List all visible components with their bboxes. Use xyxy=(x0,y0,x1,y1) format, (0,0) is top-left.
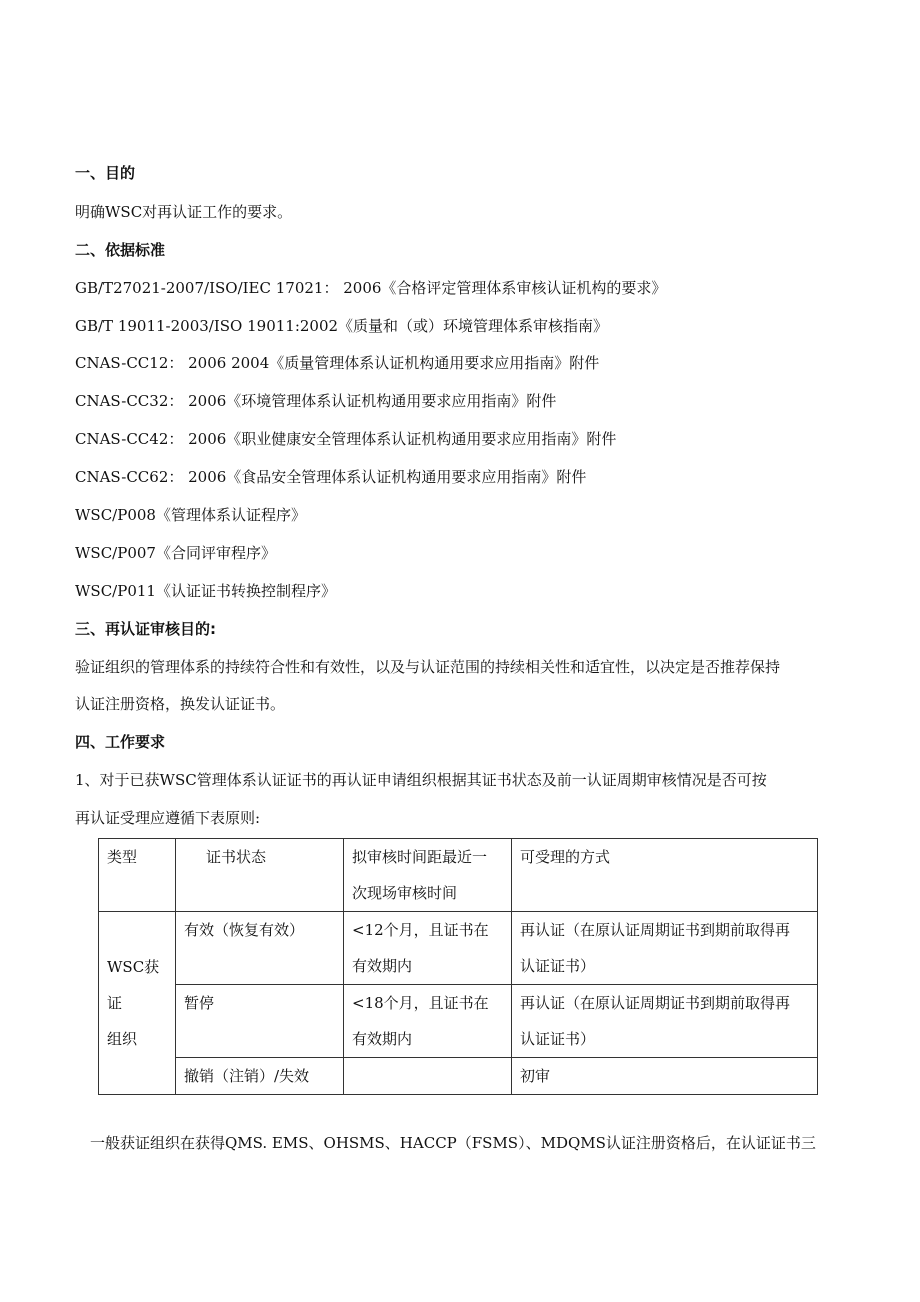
row-status: 撤销（注销）/失效 xyxy=(176,1058,344,1095)
section-1-title: 一、目的 xyxy=(75,164,136,182)
row-time xyxy=(344,912,512,985)
header-mode: 可受理的方式 xyxy=(512,839,818,912)
footer-text: 一般获证组织在获得QMS. EMS、OHSMS、HACCP（FSMS）、MDQMS认证注册资格后，在认证证书三 xyxy=(90,1134,816,1152)
row-mode: 初审 xyxy=(512,1058,818,1095)
section-4-text-line-2: 再认证受理应遵循下表原则: xyxy=(75,809,261,827)
table-header-row xyxy=(99,839,818,912)
standard-item: WSC/P008《管理体系认证程序》 xyxy=(75,506,306,524)
section-4-title: 四、工作要求 xyxy=(75,733,166,751)
header-type: 类型 xyxy=(99,839,176,912)
standard-item: CNAS-CC32： 2006《环境管理体系认证机构通用要求应用指南》附件 xyxy=(75,392,557,410)
row-mode-line-2: 认证证书） xyxy=(520,957,596,975)
standard-item: CNAS-CC12： 2006 2004《质量管理体系认证机构通用要求应用指南》附件 xyxy=(75,354,600,372)
row-time-line-2: 有效期内 xyxy=(352,1030,413,1048)
header-time-line-1: 拟审核时间距最近一 xyxy=(352,848,488,866)
section-3-text-line-1: 验证组织的管理体系的持续符合性和有效性，以及与认证范围的持续相关性和适宜性，以决定是否推荐保持 xyxy=(75,658,781,676)
header-time xyxy=(344,839,512,912)
recertification-table xyxy=(98,838,818,1095)
standard-item: WSC/P007《合同评审程序》 xyxy=(75,544,276,562)
row-time xyxy=(344,985,512,1058)
table-row xyxy=(99,912,818,985)
standard-item: GB/T27021-2007/ISO/IEC 17021： 2006《合格评定管理体系审核认证机构的要求》 xyxy=(75,279,667,297)
standard-item: CNAS-CC42： 2006《职业健康安全管理体系认证机构通用要求应用指南》附件 xyxy=(75,430,617,448)
group-label-line-1: WSC获证 xyxy=(107,958,160,1012)
section-3-text-line-2: 认证注册资格，换发认证证书。 xyxy=(75,695,286,713)
row-status: 有效（恢复有效） xyxy=(176,912,344,985)
table-row xyxy=(99,985,818,1058)
section-1-text: 明确WSC对再认证工作的要求。 xyxy=(75,203,293,221)
row-mode xyxy=(512,912,818,985)
table-row xyxy=(99,1058,818,1095)
standard-item: CNAS-CC62： 2006《食品安全管理体系认证机构通用要求应用指南》附件 xyxy=(75,468,587,486)
row-mode-line-2: 认证证书） xyxy=(520,1030,596,1048)
header-time-line-2: 次现场审核时间 xyxy=(352,884,458,902)
section-2-title: 二、依据标准 xyxy=(75,241,166,259)
row-mode-line-1: 再认证（在原认证周期证书到期前取得再 xyxy=(520,921,791,939)
row-time-line-1: <18个月，且证书在 xyxy=(352,994,489,1012)
row-status: 暂停 xyxy=(176,985,344,1058)
standard-item: WSC/P011《认证证书转换控制程序》 xyxy=(75,582,336,600)
row-time xyxy=(344,1058,512,1095)
row-mode xyxy=(512,985,818,1058)
row-time-line-1: <12个月，且证书在 xyxy=(352,921,489,939)
standard-item: GB/T 19011-2003/ISO 19011:2002《质量和（或）环境管理体系审核指南》 xyxy=(75,317,609,335)
row-mode-line-1: 再认证（在原认证周期证书到期前取得再 xyxy=(520,994,791,1012)
row-time-line-2: 有效期内 xyxy=(352,957,413,975)
group-label-line-2: 组织 xyxy=(107,1030,138,1048)
section-3-title: 三、再认证审核目的: xyxy=(75,620,216,638)
section-4-text-line-1: 1、对于已获WSC管理体系认证证书的再认证申请组织根据其证书状态及前一认证周期审核情况是否可按 xyxy=(75,771,767,789)
group-label-cell xyxy=(99,912,176,1095)
header-status: 证书状态 xyxy=(176,839,344,912)
